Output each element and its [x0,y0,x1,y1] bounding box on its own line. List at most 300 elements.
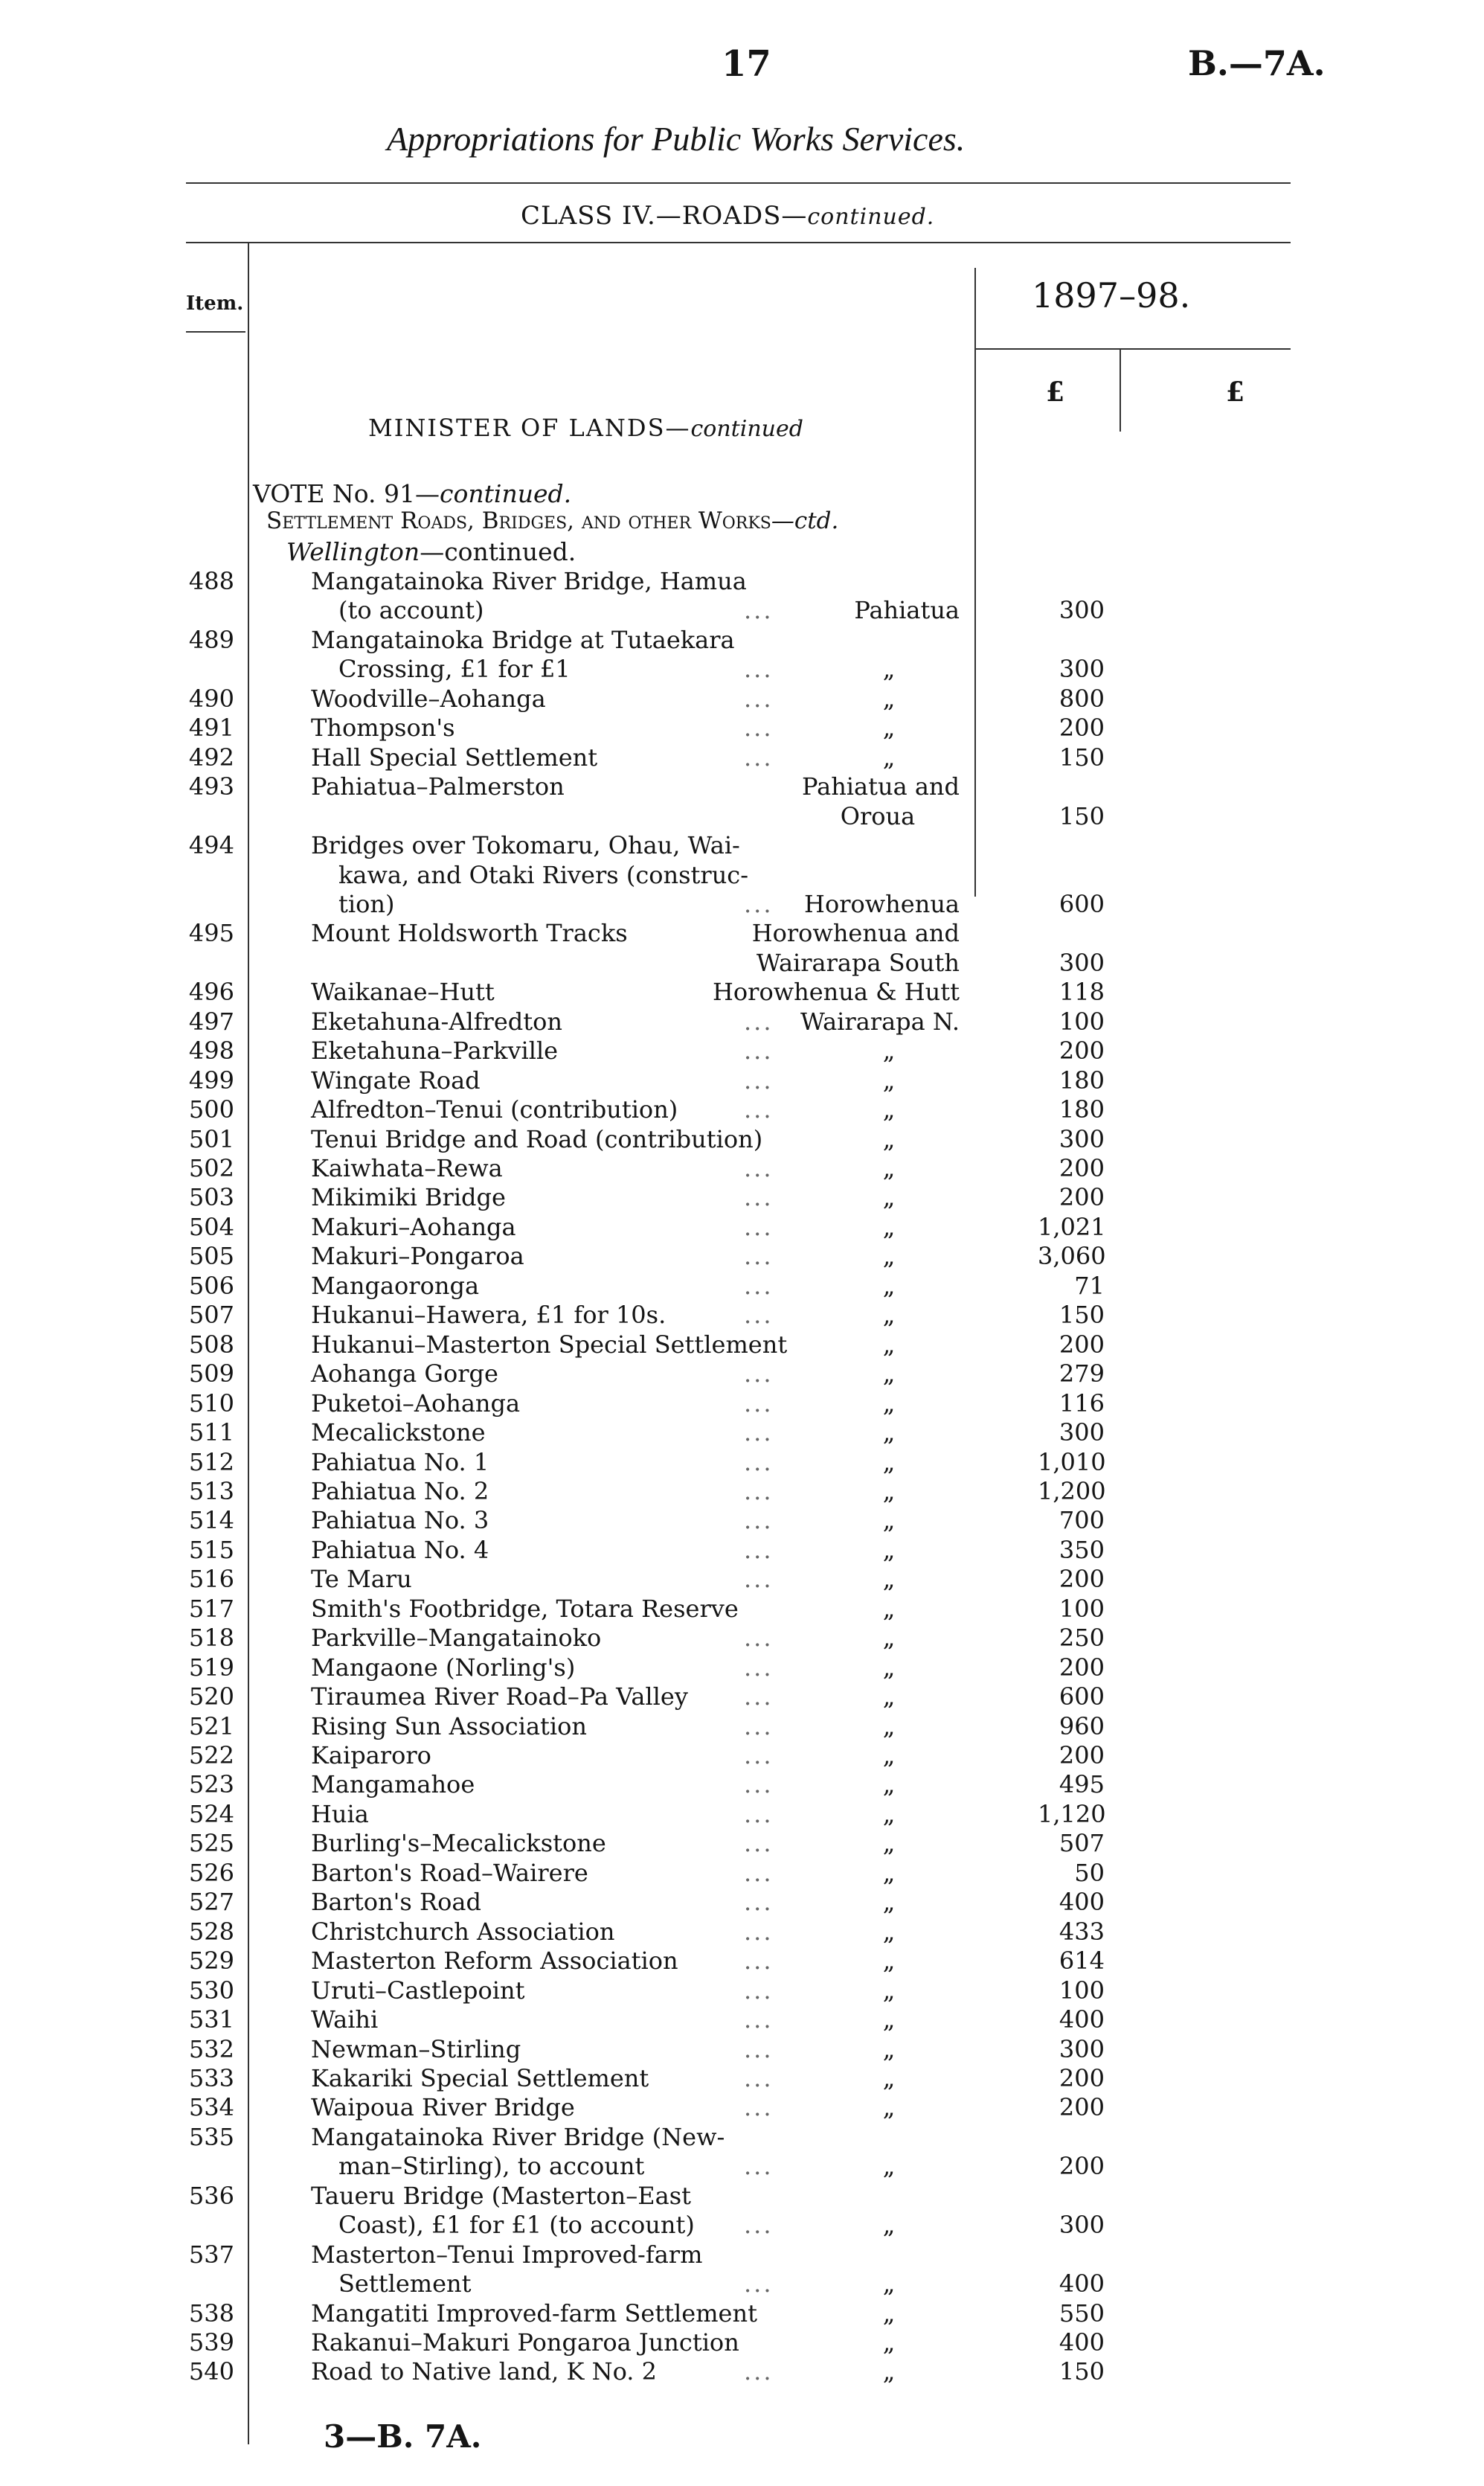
class-heading-continued: continued. [807,204,935,230]
amount-value: 1,010 [1038,1447,1106,1476]
district-name: Wellington [286,537,420,566]
electoral-district: „ [882,1947,896,1976]
amount-value: 150 [1059,801,1105,830]
amount-value: 71 [1074,1271,1105,1300]
item-number: 518 [188,1624,234,1653]
item-column-header: Item. [186,292,244,315]
table-row [0,772,1484,802]
amount-value: 800 [1059,684,1105,713]
electoral-district: „ [882,1301,896,1330]
item-number: 522 [188,1741,234,1769]
table-row [0,1095,1484,1125]
amount-value: 400 [1059,2328,1105,2357]
item-description: Barton's Road [311,1888,481,1917]
leader-dots: ... [744,1711,774,1740]
table-row [0,1888,1484,1918]
electoral-district: „ [882,2357,896,2386]
item-number: 525 [188,1829,234,1858]
item-number: 533 [188,2063,234,2092]
item-description: Barton's Road–Wairere [311,1858,588,1887]
item-description: Waihi [311,2005,379,2034]
item-description: Pahiatua No. 1 [311,1447,489,1476]
amount-value: 200 [1059,1330,1105,1359]
table-row [0,1859,1484,1888]
amount-value: 614 [1059,1947,1105,1976]
table-row [0,1183,1484,1213]
item-description: Kakariki Special Settlement [311,2063,649,2092]
item-number: 503 [188,1183,234,1212]
electoral-district: „ [882,1535,896,1564]
leader-dots: ... [744,743,774,772]
table-row [0,2005,1484,2035]
table-row [0,1829,1484,1859]
electoral-district: „ [882,1447,896,1476]
table-row [0,2093,1484,2123]
item-number: 495 [188,919,234,948]
electoral-district: Horowhenua & Hutt [712,978,960,1007]
table-row [0,1213,1484,1243]
item-number: 493 [188,772,234,801]
electoral-district: „ [882,1095,896,1124]
item-description: Makuri–Aohanga [311,1212,516,1241]
electoral-district: „ [882,1388,896,1417]
amount-value: 1,120 [1038,1799,1106,1828]
item-number: 529 [188,1947,234,1976]
item-number: 515 [188,1535,234,1564]
ministry-heading [368,414,803,442]
table-row [0,2328,1484,2358]
electoral-district: „ [882,1271,896,1300]
item-description: Mangatainoka River Bridge, Hamua [311,567,747,595]
item-description: (to account) [338,596,484,625]
item-number: 505 [188,1242,234,1271]
leader-dots: ... [744,1888,774,1917]
leader-dots: ... [744,1858,774,1887]
amount-value: 180 [1059,1066,1105,1095]
item-number: 519 [188,1653,234,1682]
item-description: tion) [338,889,395,918]
table-row [0,1272,1484,1301]
table-row [0,2152,1484,2182]
amount-value: 300 [1059,655,1105,684]
table-row [0,1007,1484,1037]
electoral-district: „ [882,1741,896,1769]
amount-value: 300 [1059,948,1105,977]
electoral-district: „ [882,714,896,743]
item-description: Road to Native land, K No. 2 [311,2357,657,2386]
item-number: 514 [188,1506,234,1535]
item-description: Pahiatua–Palmerston [311,772,565,801]
table-row [0,2123,1484,2153]
table-row [0,1947,1484,1976]
item-number: 523 [188,1770,234,1799]
item-description: Woodville–Aohanga [311,684,546,713]
item-description: Eketahuna–Parkville [311,1037,559,1066]
item-description: Rising Sun Association [311,1711,587,1740]
item-description: Rakanui–Makuri Pongaroa Junction [311,2328,739,2357]
item-description: Waipoua River Bridge [311,2093,575,2122]
electoral-district: „ [882,1242,896,1271]
year-header: 1897–98. [1032,275,1191,315]
table-row [0,626,1484,656]
table-row [0,714,1484,743]
leader-dots: ... [744,2093,774,2122]
electoral-district: „ [882,1359,896,1388]
amount-value: 250 [1059,1624,1105,1653]
electoral-district: „ [882,1770,896,1799]
table-row [0,1506,1484,1536]
item-number: 497 [188,1007,234,1036]
amount-value: 200 [1059,1183,1105,1212]
electoral-district: „ [882,1124,896,1153]
item-description: Mangaoronga [311,1271,480,1300]
item-description: Pahiatua No. 2 [311,1476,489,1505]
item-description: Masterton Reform Association [311,1947,678,1976]
table-row [0,1712,1484,1742]
table-row [0,1624,1484,1653]
item-description: Puketoi–Aohanga [311,1388,521,1417]
leader-dots: ... [744,1947,774,1976]
table-row [0,1477,1484,1507]
amount-value: 180 [1059,1095,1105,1124]
document-reference: B.—7A. [1188,43,1326,83]
item-description: Mangaone (Norling's) [311,1653,576,1682]
item-number: 501 [188,1124,234,1153]
table-row [0,2357,1484,2387]
electoral-district: „ [882,1212,896,1241]
item-number: 539 [188,2328,234,2357]
item-number: 513 [188,1476,234,1505]
electoral-district: „ [882,2328,896,2357]
electoral-district: „ [882,1711,896,1740]
table-row [0,2182,1484,2211]
leader-dots: ... [744,2211,774,2240]
table-row [0,802,1484,832]
leader-dots: ... [744,1770,774,1799]
table-row [0,1418,1484,1448]
table-row [0,2299,1484,2329]
leader-dots: ... [744,1917,774,1946]
item-description: Thompson's [311,714,455,743]
electoral-district: „ [882,655,896,684]
item-description: Alfredton–Tenui (contribution) [311,1095,678,1124]
table-row [0,1330,1484,1360]
leader-dots: ... [744,1183,774,1212]
table-row [0,949,1484,978]
amount-value: 200 [1059,1565,1105,1594]
item-number: 488 [188,567,234,595]
item-description: Taueru Bridge (Masterton–East [311,2181,691,2210]
item-number: 521 [188,1711,234,1740]
leader-dots: ... [744,1447,774,1476]
table-row [0,2240,1484,2270]
item-number: 498 [188,1037,234,1066]
amount-value: 200 [1059,1037,1105,1066]
table-row [0,2064,1484,2094]
item-description: Bridges over Tokomaru, Ohau, Wai- [311,831,740,860]
amount-value: 507 [1059,1829,1105,1858]
item-description: Smith's Footbridge, Totara Reserve [311,1594,739,1623]
item-number: 538 [188,2298,234,2328]
item-number: 511 [188,1418,234,1447]
leader-dots: ... [744,1388,774,1417]
amount-value: 200 [1059,2152,1105,2181]
leader-dots: ... [744,1535,774,1564]
table-row [0,1125,1484,1155]
amount-value: 150 [1059,743,1105,772]
amount-value: 600 [1059,889,1105,918]
leader-dots: ... [744,1271,774,1300]
item-description: Coast), £1 for £1 (to account) [338,2211,695,2240]
district-continued: —continued. [420,537,576,566]
table-row [0,1359,1484,1389]
item-description: Huia [311,1799,369,1828]
amount-value: 200 [1059,1154,1105,1182]
item-description: Wingate Road [311,1066,481,1095]
item-number: 500 [188,1095,234,1124]
leader-dots: ... [744,1565,774,1594]
leader-dots: ... [744,2357,774,2386]
item-number: 496 [188,978,234,1007]
electoral-district: „ [882,1653,896,1682]
item-description: Hukanui–Masterton Special Settlement [311,1330,788,1359]
leader-dots: ... [744,2063,774,2092]
item-description: Uruti–Castlepoint [311,1976,525,2005]
table-row [0,919,1484,949]
item-description: Mangamahoe [311,1770,475,1799]
leader-dots: ... [744,596,774,625]
leader-dots: ... [744,1976,774,2005]
electoral-district: „ [882,1799,896,1828]
leader-dots: ... [744,1212,774,1241]
electoral-district: „ [882,743,896,772]
table-row [0,1770,1484,1800]
item-number: 520 [188,1682,234,1711]
electoral-district: „ [882,1682,896,1711]
amount-value: 960 [1059,1711,1105,1740]
page-number: 17 [722,43,771,85]
table-row [0,1154,1484,1184]
page-title: Appropriations for Public Works Services. [387,120,966,158]
leader-dots: ... [744,2269,774,2298]
class-heading [521,201,934,231]
item-number: 508 [188,1330,234,1359]
electoral-district: „ [882,2269,896,2298]
item-number: 510 [188,1388,234,1417]
table-row [0,655,1484,685]
pound-header-2: £ [1226,377,1245,408]
amount-value: 116 [1059,1388,1105,1417]
electoral-district: „ [882,1154,896,1182]
amount-value: 1,200 [1038,1476,1106,1505]
amount-value: 495 [1059,1770,1105,1799]
item-number: 526 [188,1858,234,1887]
amount-value: 100 [1059,1594,1105,1623]
amount-value: 550 [1059,2298,1105,2328]
electoral-district: „ [882,2211,896,2240]
leader-dots: ... [744,1418,774,1447]
amount-value: 350 [1059,1535,1105,1564]
amount-value: 200 [1059,1653,1105,1682]
amount-value: 200 [1059,2063,1105,2092]
electoral-district: „ [882,1624,896,1653]
electoral-district: „ [882,1418,896,1447]
table-row [0,890,1484,920]
amount-value: 200 [1059,2093,1105,2122]
header-rule [186,242,1291,243]
item-description: Waikanae–Hutt [311,978,495,1007]
table-row [0,1565,1484,1595]
leader-dots: ... [744,1301,774,1330]
leader-dots: ... [744,1476,774,1505]
item-description: Mecalickstone [311,1418,486,1447]
item-description: kawa, and Otaki Rivers (construc- [338,860,749,889]
leader-dots: ... [744,1066,774,1095]
table-row [0,685,1484,714]
leader-dots: ... [744,1359,774,1388]
item-number: 516 [188,1565,234,1594]
item-number: 494 [188,831,234,860]
electoral-district: „ [882,1330,896,1359]
top-rule [186,182,1291,184]
table-row [0,1536,1484,1566]
leader-dots: ... [744,684,774,713]
item-number: 528 [188,1917,234,1946]
electoral-district: Pahiatua [854,596,960,625]
item-description: Mangatainoka Bridge at Tutaekara [311,625,735,654]
item-description: Kaiparoro [311,1741,431,1769]
leader-dots: ... [744,889,774,918]
electoral-district: „ [882,684,896,713]
table-row [0,1976,1484,2006]
item-description: Pahiatua No. 3 [311,1506,489,1535]
vote-number: VOTE No. 91— [253,479,440,508]
item-number: 504 [188,1212,234,1241]
year-rule [974,348,1291,350]
amount-value: 300 [1059,596,1105,625]
item-description: Hall Special Settlement [311,743,598,772]
item-number: 534 [188,2093,234,2122]
item-description: Makuri–Pongaroa [311,1242,524,1271]
table-row [0,1242,1484,1272]
amount-value: 200 [1059,1741,1105,1769]
item-description: Newman–Stirling [311,2034,521,2063]
leader-dots: ... [744,1007,774,1036]
table-row [0,978,1484,1007]
electoral-district: Horowhenua [804,889,960,918]
item-number: 532 [188,2034,234,2063]
item-description: Pahiatua No. 4 [311,1535,489,1564]
item-description: Mangatainoka River Bridge (New- [311,2122,725,2151]
leader-dots: ... [744,2152,774,2181]
electoral-district: Pahiatua and [802,772,960,801]
table-row [0,1389,1484,1419]
item-number: 512 [188,1447,234,1476]
leader-dots: ... [744,714,774,743]
table-row [0,1653,1484,1683]
leader-dots: ... [744,1653,774,1682]
item-description: Burling's–Mecalickstone [311,1829,606,1858]
amount-value: 400 [1059,2005,1105,2034]
amount-value: 400 [1059,1888,1105,1917]
district-heading [286,537,576,566]
item-number: 537 [188,2240,234,2269]
amount-value: 600 [1059,1682,1105,1711]
item-description: Parkville–Mangatainoko [311,1624,602,1653]
item-number: 527 [188,1888,234,1917]
item-number: 507 [188,1301,234,1330]
item-number: 502 [188,1154,234,1182]
amount-value: 118 [1059,978,1105,1007]
table-row [0,1448,1484,1478]
amount-value: 150 [1059,2357,1105,2386]
electoral-district: „ [882,1565,896,1594]
table-row [0,1301,1484,1330]
item-description: man–Stirling), to account [338,2152,645,2181]
table-row [0,596,1484,626]
item-number: 489 [188,625,234,654]
amount-value: 150 [1059,1301,1105,1330]
pound-header-1: £ [1046,377,1065,408]
amount-value: 700 [1059,1506,1105,1535]
item-description: Tiraumea River Road–Pa Valley [311,1682,688,1711]
leader-dots: ... [744,1242,774,1271]
subhead-heading [266,507,838,534]
leader-dots: ... [744,1037,774,1066]
table-row [0,1800,1484,1830]
subhead-continued: —ctd. [771,507,839,534]
vote-continued: continued. [440,479,572,508]
item-number: 491 [188,714,234,743]
amount-value: 100 [1059,1976,1105,2005]
table-row [0,2211,1484,2240]
item-description: Aohanga Gorge [311,1359,498,1388]
amount-value: 400 [1059,2269,1105,2298]
item-number: 540 [188,2357,234,2386]
amount-value: 50 [1074,1858,1105,1887]
electoral-district: „ [882,1506,896,1535]
leader-dots: ... [744,1829,774,1858]
item-description: Kaiwhata–Rewa [311,1154,503,1182]
item-description: Mount Holdsworth Tracks [311,919,628,948]
table-row [0,1595,1484,1624]
item-description: Masterton–Tenui Improved-farm [311,2240,703,2269]
item-number: 492 [188,743,234,772]
item-number: 535 [188,2122,234,2151]
table-row [0,1066,1484,1096]
item-description: Mikimiki Bridge [311,1183,506,1212]
item-description: Eketahuna-Alfredton [311,1007,562,1036]
ministry-continued: continued [690,416,803,442]
item-description: Settlement [338,2269,472,2298]
item-number: 509 [188,1359,234,1388]
electoral-district: Wairarapa South [756,948,960,977]
table-row [0,2269,1484,2299]
leader-dots: ... [744,1624,774,1653]
ministry-name: MINISTER OF LANDS— [368,414,691,442]
leader-dots: ... [744,2034,774,2063]
leader-dots: ... [744,2005,774,2034]
amount-value: 1,021 [1038,1212,1106,1241]
table-row [0,831,1484,861]
leader-dots: ... [744,1506,774,1535]
amount-value: 279 [1059,1359,1105,1388]
table-row [0,861,1484,891]
leader-dots: ... [744,1154,774,1182]
electoral-district: „ [882,1066,896,1095]
item-header-rule [186,331,245,333]
electoral-district: „ [882,2005,896,2034]
